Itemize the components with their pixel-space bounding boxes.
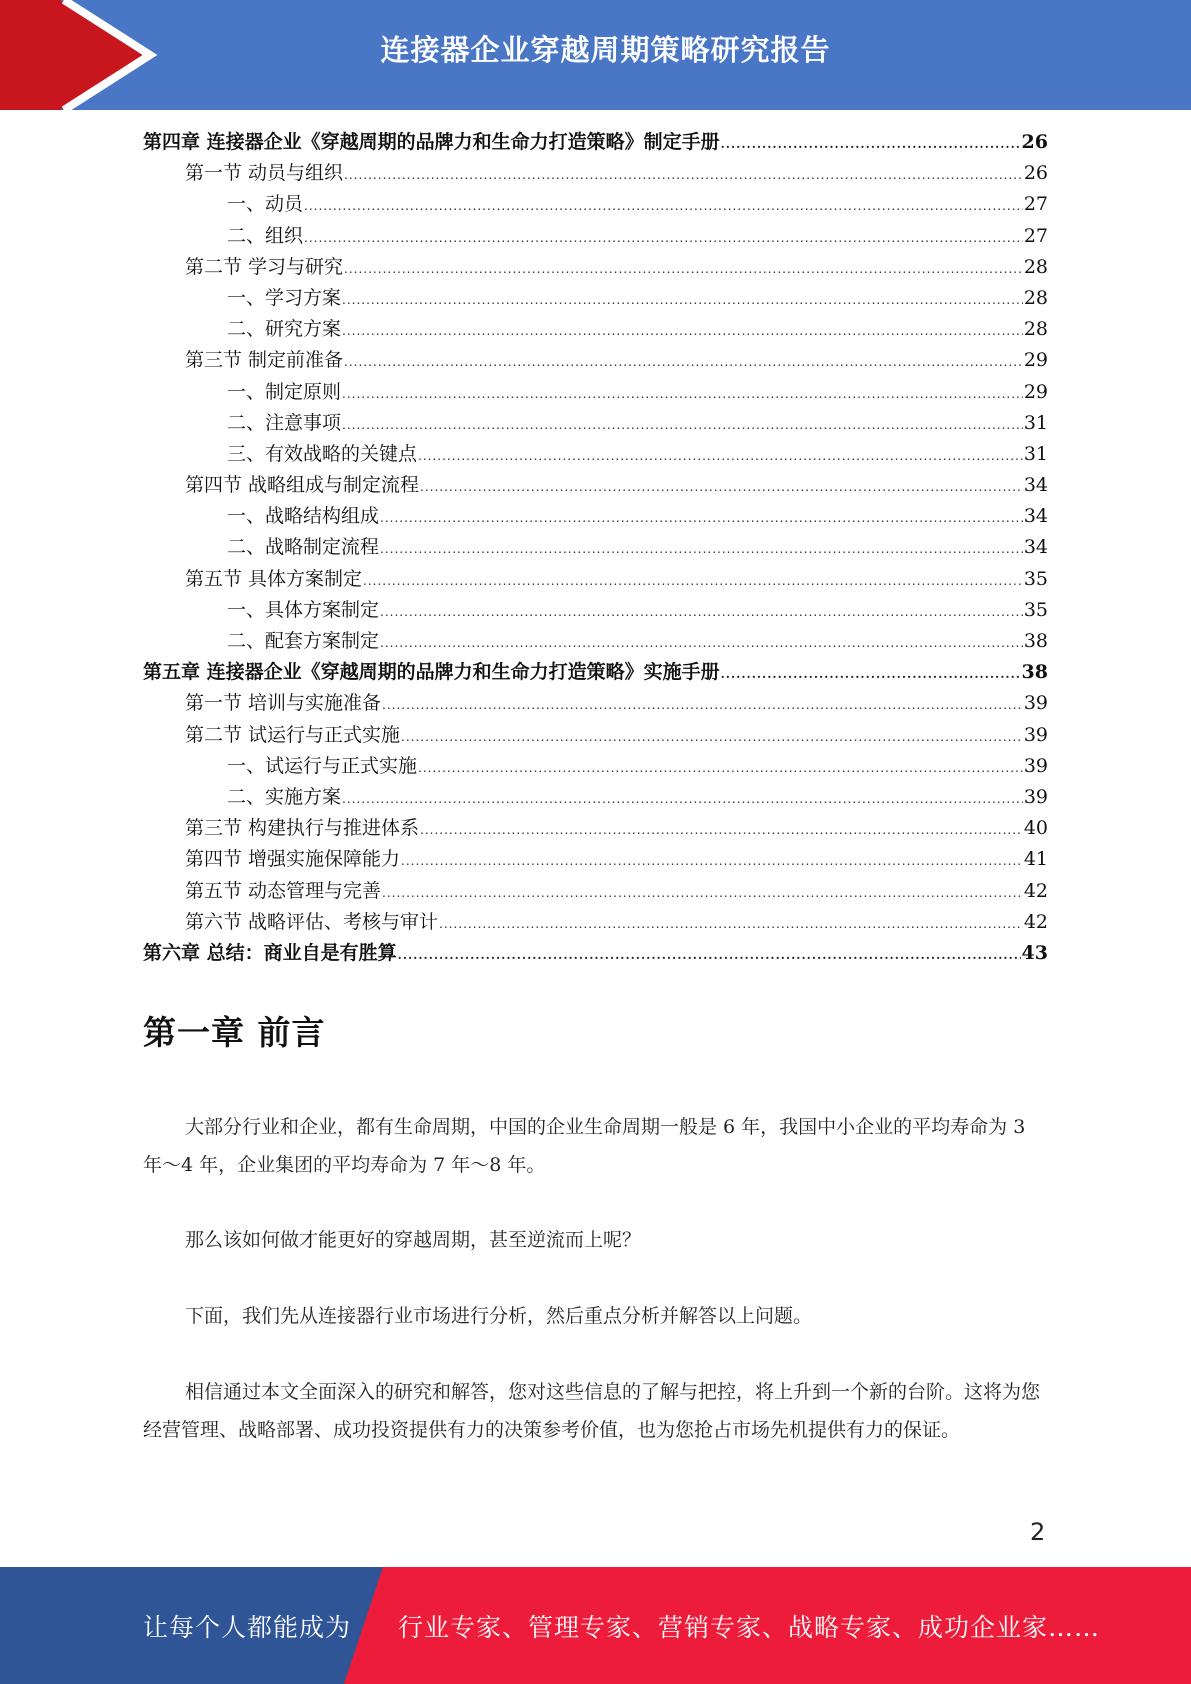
toc-subsection-entry <box>143 439 1048 470</box>
toc-section-entry <box>143 158 1048 189</box>
toc-subsection-entry <box>143 501 1048 532</box>
toc-dot-leader <box>380 628 1023 659</box>
toc-entry-title: 第五节 具体方案制定 <box>185 567 363 590</box>
toc-page-number: 34 <box>1023 536 1048 559</box>
toc-dot-leader <box>380 597 1023 628</box>
document-title: 连接器企业穿越周期策略研究报告 <box>380 32 831 67</box>
toc-page-number: 27 <box>1023 224 1048 247</box>
toc-chapter-entry <box>143 127 1048 158</box>
chapter-heading: 第一章 前言 <box>143 1013 326 1052</box>
toc-page-number: 29 <box>1023 349 1048 372</box>
toc-page-number: 39 <box>1023 692 1048 715</box>
toc-entry-title: 一、动员 <box>227 193 304 216</box>
toc-page-number: 35 <box>1023 598 1048 621</box>
toc-dot-leader <box>342 784 1023 815</box>
toc-entry-title: 第二节 试运行与正式实施 <box>185 723 401 746</box>
toc-entry-title: 二、组织 <box>227 224 304 247</box>
toc-subsection-entry <box>143 283 1048 314</box>
toc-subsection-entry <box>143 377 1048 408</box>
footer-slogan-left: 让每个人都能成为 <box>143 1612 352 1642</box>
toc-entry-title: 二、实施方案 <box>227 785 342 808</box>
toc-entry-title: 第六节 战略评估、考核与审计 <box>185 910 439 933</box>
toc-subsection-entry <box>143 221 1048 252</box>
toc-dot-leader <box>398 940 1021 971</box>
toc-page-number: 39 <box>1023 785 1048 808</box>
toc-dot-leader <box>439 909 1023 940</box>
toc-section-entry <box>143 813 1048 844</box>
toc-subsection-entry <box>143 782 1048 813</box>
toc-dot-leader <box>344 254 1023 285</box>
toc-page-number: 28 <box>1023 318 1048 341</box>
toc-entry-title: 第一节 动员与组织 <box>185 162 344 185</box>
toc-dot-leader <box>418 441 1023 472</box>
toc-entry-title: 一、试运行与正式实施 <box>227 754 418 777</box>
toc-chapter-entry <box>143 657 1048 688</box>
toc-page-number: 26 <box>1021 131 1048 153</box>
toc-entry-title: 一、制定原则 <box>227 380 342 403</box>
toc-entry-title: 一、学习方案 <box>227 286 342 309</box>
toc-entry-title: 二、注意事项 <box>227 411 342 434</box>
toc-section-entry <box>143 564 1048 595</box>
toc-page-number: 42 <box>1023 879 1048 902</box>
toc-entry-title: 第一节 培训与实施准备 <box>185 692 382 715</box>
toc-page-number: 35 <box>1023 567 1048 590</box>
toc-dot-leader <box>342 316 1023 347</box>
toc-dot-leader <box>382 878 1023 909</box>
toc-dot-leader <box>420 472 1023 503</box>
toc-page-number: 31 <box>1023 442 1048 465</box>
toc-subsection-entry <box>143 408 1048 439</box>
toc-page-number: 31 <box>1023 411 1048 434</box>
toc-page-number: 38 <box>1023 630 1048 652</box>
toc-entry-title: 三、有效战略的关键点 <box>227 442 418 465</box>
toc-dot-leader <box>721 659 1021 690</box>
toc-entry-title: 一、具体方案制定 <box>227 598 380 621</box>
toc-section-entry <box>143 688 1048 719</box>
toc-entry-title: 第四节 增强实施保障能力 <box>185 848 401 871</box>
toc-section-entry <box>143 907 1048 938</box>
toc-dot-leader <box>401 722 1023 753</box>
body-paragraph: 相信通过本文全面深入的研究和解答，您对这些信息的了解与把控，将上升到一个新的台阶。这将为您经营管理、战略部署、成功投资提供有力的决策参考价值，也为您抢占市场先机提供有力的保证。 <box>143 1381 1041 1441</box>
page-header <box>0 0 1191 110</box>
toc-subsection-entry <box>143 189 1048 220</box>
toc-entry-title: 一、战略结构组成 <box>227 505 380 528</box>
toc-subsection-entry <box>143 532 1048 563</box>
toc-entry-title: 第三节 构建执行与推进体系 <box>185 817 420 840</box>
toc-page-number: 34 <box>1023 505 1048 528</box>
toc-page-number: 38 <box>1021 661 1048 684</box>
toc-page-number: 41 <box>1023 848 1048 871</box>
toc-page-number: 40 <box>1023 817 1048 840</box>
toc-dot-leader <box>363 566 1023 597</box>
toc-page-number: 39 <box>1023 754 1048 777</box>
toc-page-number: 26 <box>1023 162 1048 185</box>
toc-section-entry <box>143 720 1048 751</box>
toc-entry-title: 第五节 动态管理与完善 <box>185 879 382 902</box>
toc-subsection-entry <box>143 626 1048 657</box>
toc-dot-leader <box>721 129 1021 160</box>
toc-page-number: 29 <box>1023 380 1048 403</box>
toc-entry-title: 第四章 连接器企业《穿越周期的品牌力和生命力打造策略》制定手册 <box>143 131 720 153</box>
page-number: 2 <box>1030 1518 1046 1546</box>
toc-dot-leader <box>304 191 1023 222</box>
footer-slogan-right: 行业专家、管理专家、营销专家、战略专家、成功企业家…… <box>398 1612 1101 1642</box>
toc-dot-leader <box>344 347 1023 378</box>
toc-dot-leader <box>401 846 1023 877</box>
toc-dot-leader <box>380 503 1023 534</box>
toc-page-number: 28 <box>1023 255 1048 278</box>
toc-entry-title: 二、战略制定流程 <box>227 536 380 559</box>
toc-entry-title: 二、配套方案制定 <box>227 630 380 652</box>
toc-entry-title: 第五章 连接器企业《穿越周期的品牌力和生命力打造策略》实施手册 <box>143 661 720 684</box>
toc-page-number: 28 <box>1023 286 1048 309</box>
toc-dot-leader <box>342 285 1023 316</box>
toc-section-entry <box>143 844 1048 875</box>
toc-dot-leader <box>342 379 1023 410</box>
toc-dot-leader <box>382 690 1023 721</box>
body-paragraph: 下面，我们先从连接器行业市场进行分析，然后重点分析并解答以上问题。 <box>185 1305 813 1327</box>
toc-entry-title: 二、研究方案 <box>227 318 342 341</box>
toc-section-entry <box>143 252 1048 283</box>
toc-dot-leader <box>342 410 1023 441</box>
body-paragraph: 大部分行业和企业，都有生命周期，中国的企业生命周期一般是 6 年，我国中小企业的平均寿命为 3 年～4 年，企业集团的平均寿命为 7 年～8 年。 <box>143 1116 1026 1176</box>
toc-dot-leader <box>304 223 1023 254</box>
toc-subsection-entry <box>143 595 1048 626</box>
toc-section-entry <box>143 876 1048 907</box>
toc-page-number: 34 <box>1023 474 1048 497</box>
toc-entry-title: 第三节 制定前准备 <box>185 349 344 372</box>
toc-dot-leader <box>380 534 1023 565</box>
toc-dot-leader <box>344 160 1023 191</box>
toc-subsection-entry <box>143 751 1048 782</box>
toc-subsection-entry <box>143 314 1048 345</box>
toc-page-number: 42 <box>1023 910 1048 933</box>
toc-section-entry <box>143 345 1048 376</box>
body-paragraph: 那么该如何做才能更好的穿越周期，甚至逆流而上呢？ <box>185 1229 642 1251</box>
toc-chapter-entry <box>143 938 1048 969</box>
page-footer <box>0 1567 1191 1684</box>
table-of-contents <box>143 127 1048 969</box>
toc-page-number: 39 <box>1023 723 1048 746</box>
toc-section-entry <box>143 470 1048 501</box>
toc-entry-title: 第六章 总结：商业自是有胜算 <box>143 941 397 964</box>
toc-entry-title: 第二节 学习与研究 <box>185 255 344 278</box>
toc-page-number: 27 <box>1023 193 1048 216</box>
toc-dot-leader <box>418 753 1023 784</box>
toc-dot-leader <box>420 815 1023 846</box>
toc-page-number: 43 <box>1021 941 1048 964</box>
toc-entry-title: 第四节 战略组成与制定流程 <box>185 474 420 497</box>
